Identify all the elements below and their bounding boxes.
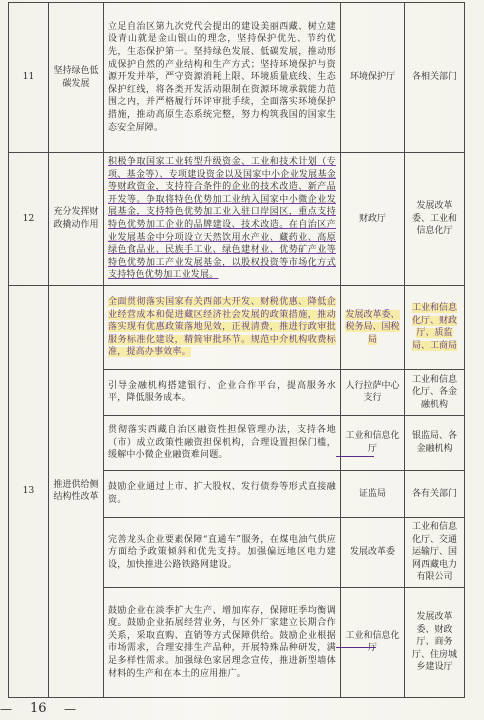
row-number: 11 bbox=[9, 3, 49, 153]
task-name: 充分发挥财政撬动作用 bbox=[49, 153, 104, 286]
lead-department: 发展改革委 bbox=[341, 517, 405, 587]
cooperating-departments bbox=[405, 285, 465, 369]
row-number: 13 bbox=[9, 285, 49, 697]
task-name: 坚持绿色低碳发展 bbox=[49, 3, 104, 153]
cooperating-departments: 银监局、各金融机构 bbox=[405, 415, 465, 470]
pen-underline-mark bbox=[336, 456, 374, 457]
measure-text-content: 积极争取国家工业转型升级资金、工业和技术计划（专项、基金等）、专项建设资金以及国家中小企业发展基金等财政资金，支持符合条件的企业的技术改造、新产品开发等。争取将特色优势加工业纳入国家中小微企业发展基金，支持特色优势加工业入驻口岸园区，重点支持特色优势加工企业的品牌建设、技术改造。在自治区产业发展基金中分项设立天然饮用水产业、藏药业、高原绿色食品业、民族手工业、绿色建材业、优势矿产业等特色优势加工产业发展基金，以股权投资等市场化方式支持特色优势加工业发展。 bbox=[108, 157, 336, 281]
lead-department: 工业和信息化厅 bbox=[341, 587, 405, 697]
cooperating-departments: 发展改革委、工业和信息化厅 bbox=[405, 153, 465, 286]
footer-dash-left: — bbox=[0, 702, 12, 716]
measure-text: 鼓励企业通过上市、扩大股权、发行债券等形式直接融资。 bbox=[104, 470, 341, 517]
cooperating-departments: 工业和信息化厅、交通运输厅、国网西藏电力有限公司 bbox=[405, 517, 465, 587]
lead-department: 证监局 bbox=[341, 470, 405, 517]
measure-text: 贯彻落实西藏自治区融资性担保管理办法，支持各地（市）成立政策性融资担保机构，合理设置担保门槛，缓解中小微企业融资难问题。 bbox=[104, 415, 341, 470]
cooperating-departments: 工业和信息化厅、各金融机构 bbox=[405, 369, 465, 415]
lead-department bbox=[341, 285, 405, 369]
highlighted-lead: 发展改革委、税务局、国税局 bbox=[345, 309, 400, 345]
lead-department: 工业和信息化厅 bbox=[341, 415, 405, 470]
row-number: 12 bbox=[9, 153, 49, 286]
measure-text: 鼓励企业在淡季扩大生产、增加库存，保障旺季均衡调度。鼓励企业拓展经营业务，与区外厂家建立长期合作关系，采取直购、直销等方式保障供给。鼓励企业根据市场需求，合理安排生产品种，开展特殊品种研发，满足多样性需求。加强绿色家居理念宣传，推进新型墙体材料的生产和在本土的应用推广。 bbox=[104, 587, 341, 697]
measure-text bbox=[104, 285, 341, 369]
lead-department: 财政厅 bbox=[341, 153, 405, 286]
table-row bbox=[9, 285, 465, 369]
cooperating-departments: 发展改革委、财政厅、商务厅、住房城乡建设厅 bbox=[405, 587, 465, 697]
highlighted-coop: 工业和信息化厅、财政厅、质监局、工商局 bbox=[411, 303, 457, 352]
page-footer bbox=[0, 700, 120, 718]
footer-dash-right: — bbox=[64, 702, 76, 716]
highlighted-measure: 全面贯彻落实国家有关西部大开发、财税优惠、降低企业经营成本和促进藏区经济社会发展的政策措施，推动落实现有优惠政策落地见效，正视清费，推进行政审批服务标准化建设，精简审批环节。规范中介机构收费标准，提高办事效率。 bbox=[108, 296, 336, 358]
table-row bbox=[9, 153, 465, 286]
cooperating-departments: 各相关部门 bbox=[405, 3, 465, 153]
pen-underline-mark bbox=[336, 647, 376, 648]
cooperating-departments: 各有关部门 bbox=[405, 470, 465, 517]
page-number: 16 bbox=[30, 701, 47, 716]
measure-text bbox=[104, 153, 341, 286]
table-row bbox=[9, 3, 465, 153]
measure-text: 立足自治区第九次党代会提出的建设美丽西藏、树立建设青山就是金山银山的理念，坚持保护优先、节约优先，生态保护第一。坚持绿色发展、低碳发展，推动形成保护自然的产业结构和生产方式；坚持环境保护与资源开发并举，严守资源消耗上限、环境质量底线、生态保护红线，将各类开发活动限制在资源环境承载能力范围之内，并严格履行环评审批手续，全面落实环境保护措施，推动高原生态系统完整，努力构筑我国的国家生态安全屏障。 bbox=[104, 3, 341, 153]
measure-text: 引导金融机构搭建银行、企业合作平台，提高服务水平，降低服务成本。 bbox=[104, 369, 341, 415]
lead-department: 环境保护厅 bbox=[341, 3, 405, 153]
measure-text: 完善龙头企业要素保障“直通车”服务，在煤电油气供应方面给予政策倾斜和优先支持。加强偏远地区电力建设，加快推进公路铁路网建设。 bbox=[104, 517, 341, 587]
task-name: 推进供给侧结构性改革 bbox=[49, 285, 104, 697]
task-table bbox=[8, 2, 465, 698]
lead-department: 人行拉萨中心支行 bbox=[341, 369, 405, 415]
